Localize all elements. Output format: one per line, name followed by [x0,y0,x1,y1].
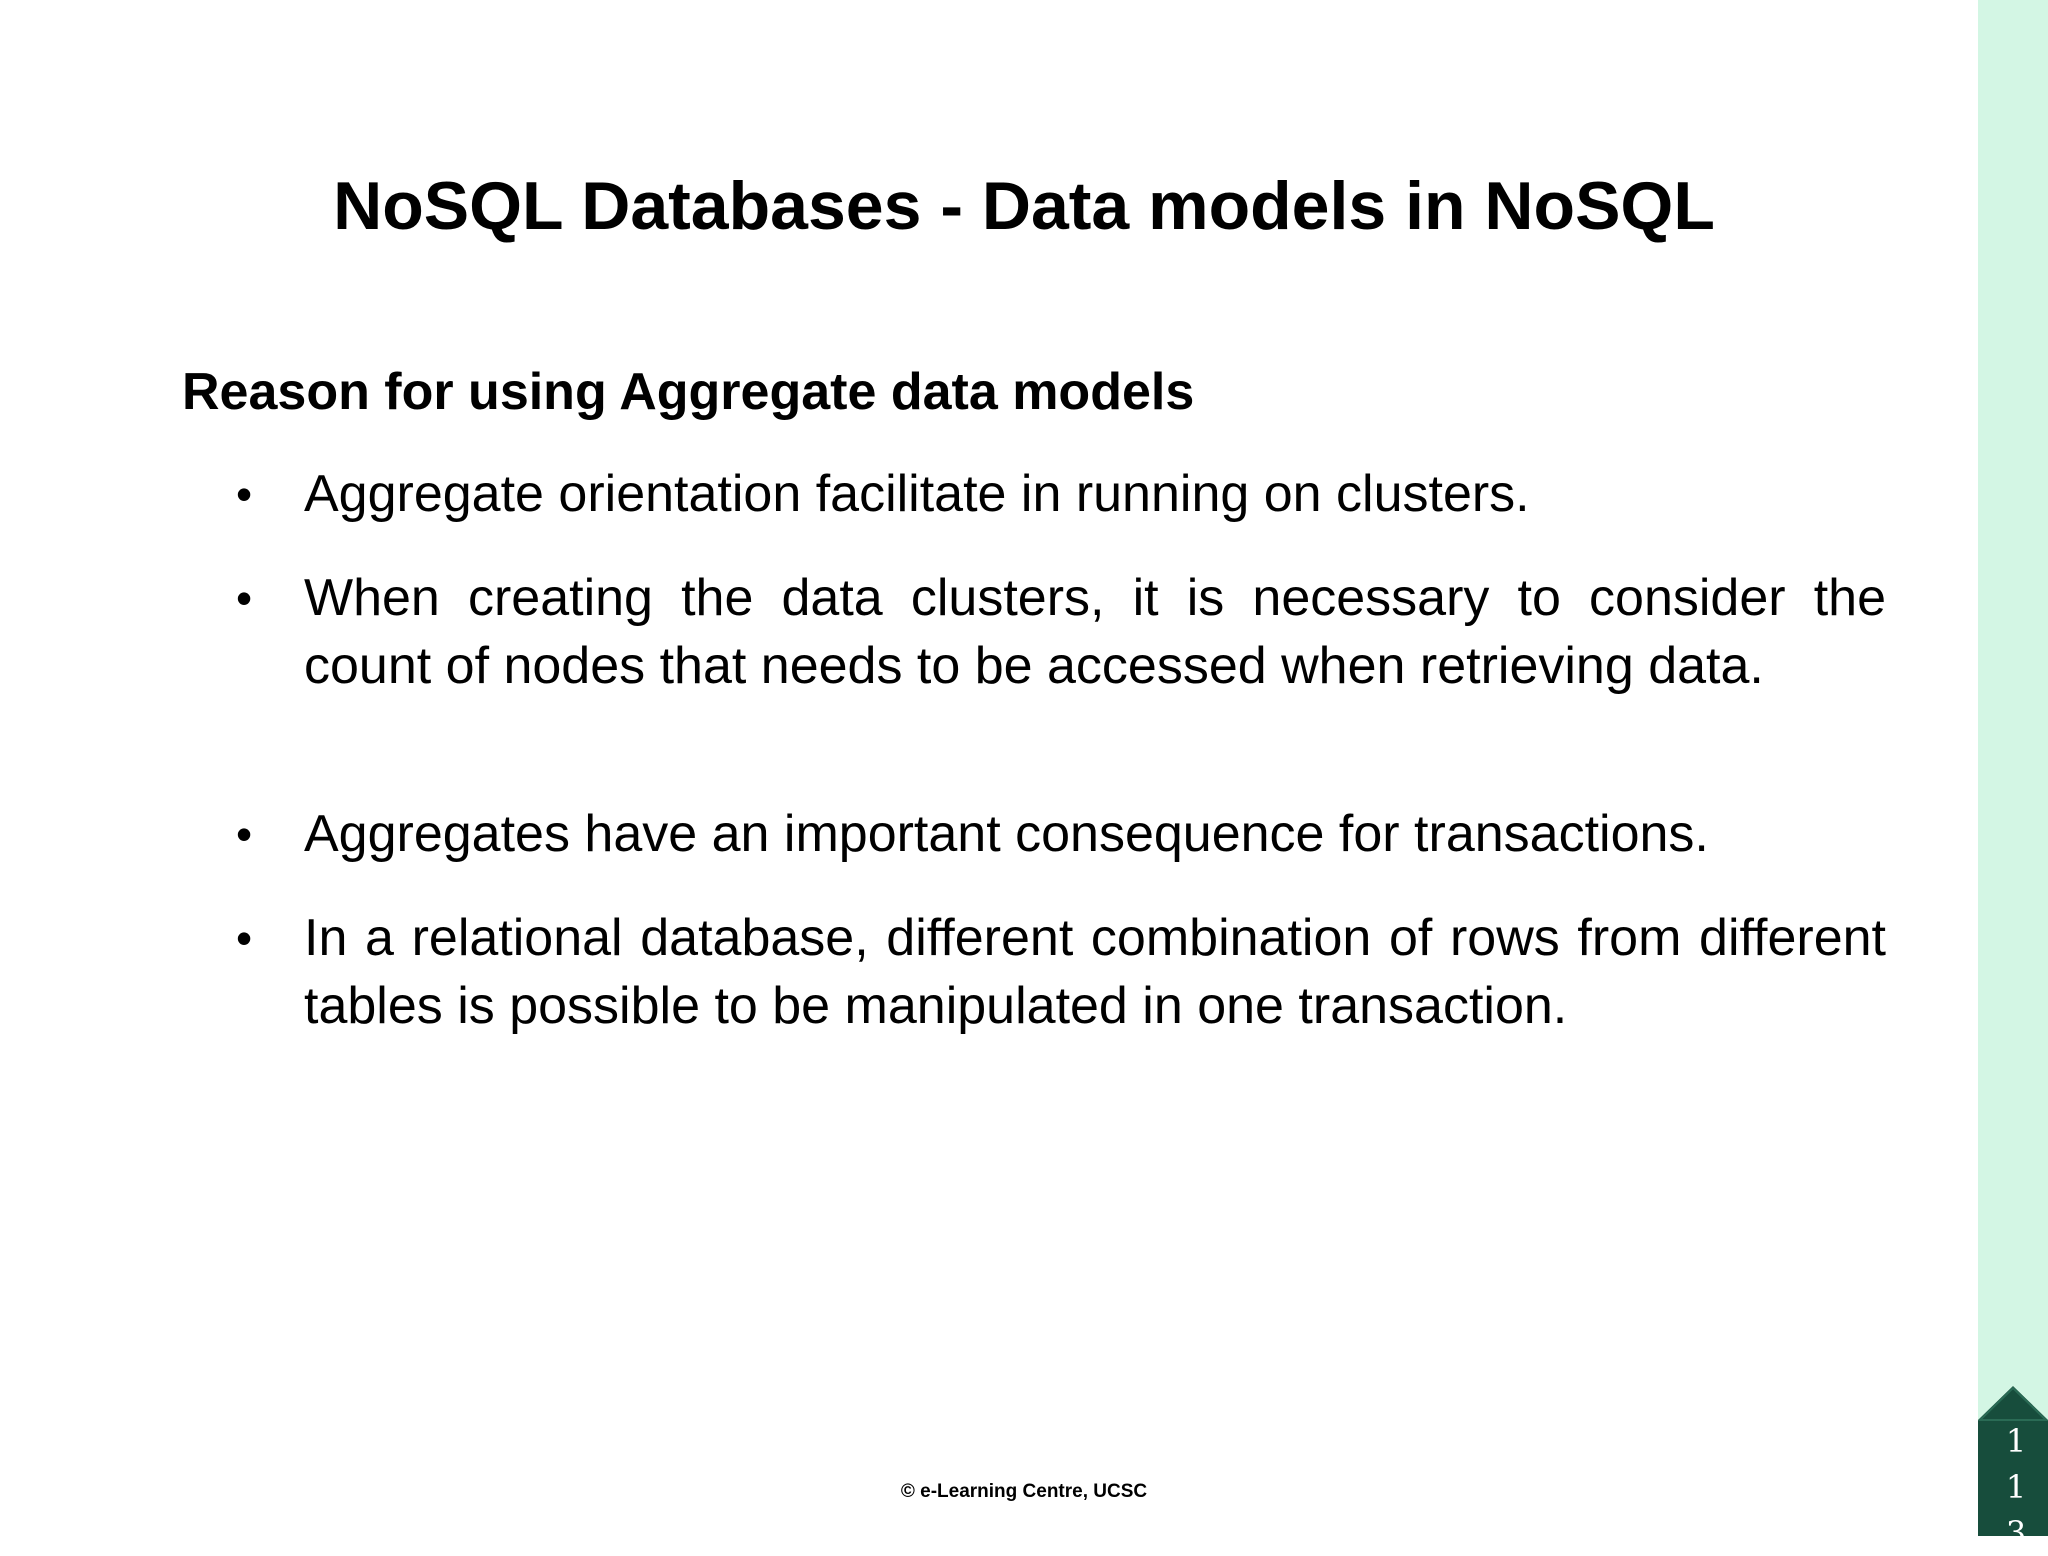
bullet-dot-icon: • [236,468,253,520]
page-number: 113 [2005,1422,2027,1552]
bullet-dot-icon: • [236,808,253,860]
bullet-text: Aggregates have an important consequence for transactions. [304,805,1709,863]
bullet-item [236,904,1886,1040]
slide-title: NoSQL Databases - Data models in NoSQL [333,168,1715,244]
bullet-item [236,564,1886,700]
bullet-dot-icon: • [236,572,253,624]
bullet-text: In a relational database, different combination of rows from different tables is possible to be manipulated in one transaction. [304,909,1886,1035]
bullet-item [236,460,1886,528]
slide-subtitle: Reason for using Aggregate data models [182,363,1195,421]
bullet-text: Aggregate orientation facilitate in running on clusters. [304,465,1530,523]
bullet-item [236,800,1886,868]
bullet-text: When creating the data clusters, it is necessary to consider the count of nodes that needs to be accessed when retrieving data. [304,569,1886,695]
side-strip [1978,0,2048,1536]
bullet-dot-icon: • [236,912,253,964]
copyright-footer: © e-Learning Centre, UCSC [900,1481,1148,1502]
